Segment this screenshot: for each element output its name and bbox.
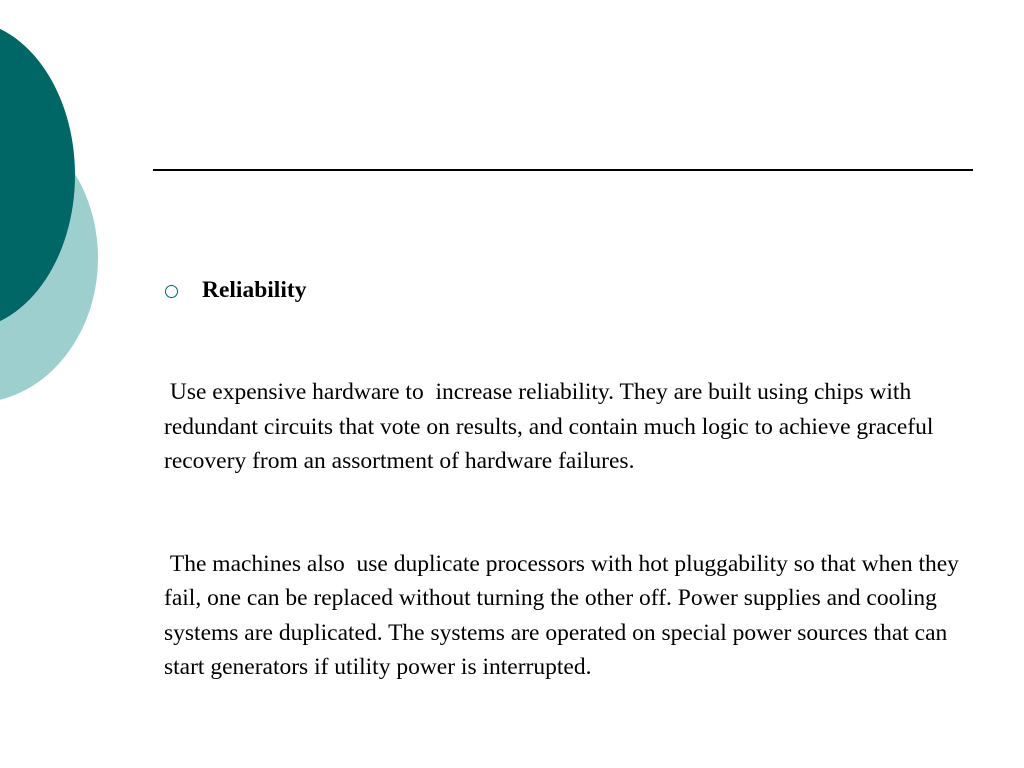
title-divider-line — [153, 169, 973, 171]
paragraph-duplicate-processors: The machines also use duplicate processors with hot pluggability so that when they fail, one can be replaced without turning the other off. Power supplies and cooling systems are duplicated. The systems are operated on special power sources that can start generators if utility power is interrupted. — [164, 550, 965, 680]
bullet-heading: Reliability — [202, 276, 307, 303]
hollow-circle-bullet-icon — [165, 285, 178, 298]
bullet-item — [164, 273, 964, 307]
slide-body — [164, 204, 964, 718]
paragraph-hardware-reliability: Use expensive hardware to increase reliability. They are built using chips with redundant circuits that vote on results, and contain much logic to achieve graceful recovery from an assortment of hardware failures. — [164, 379, 946, 475]
